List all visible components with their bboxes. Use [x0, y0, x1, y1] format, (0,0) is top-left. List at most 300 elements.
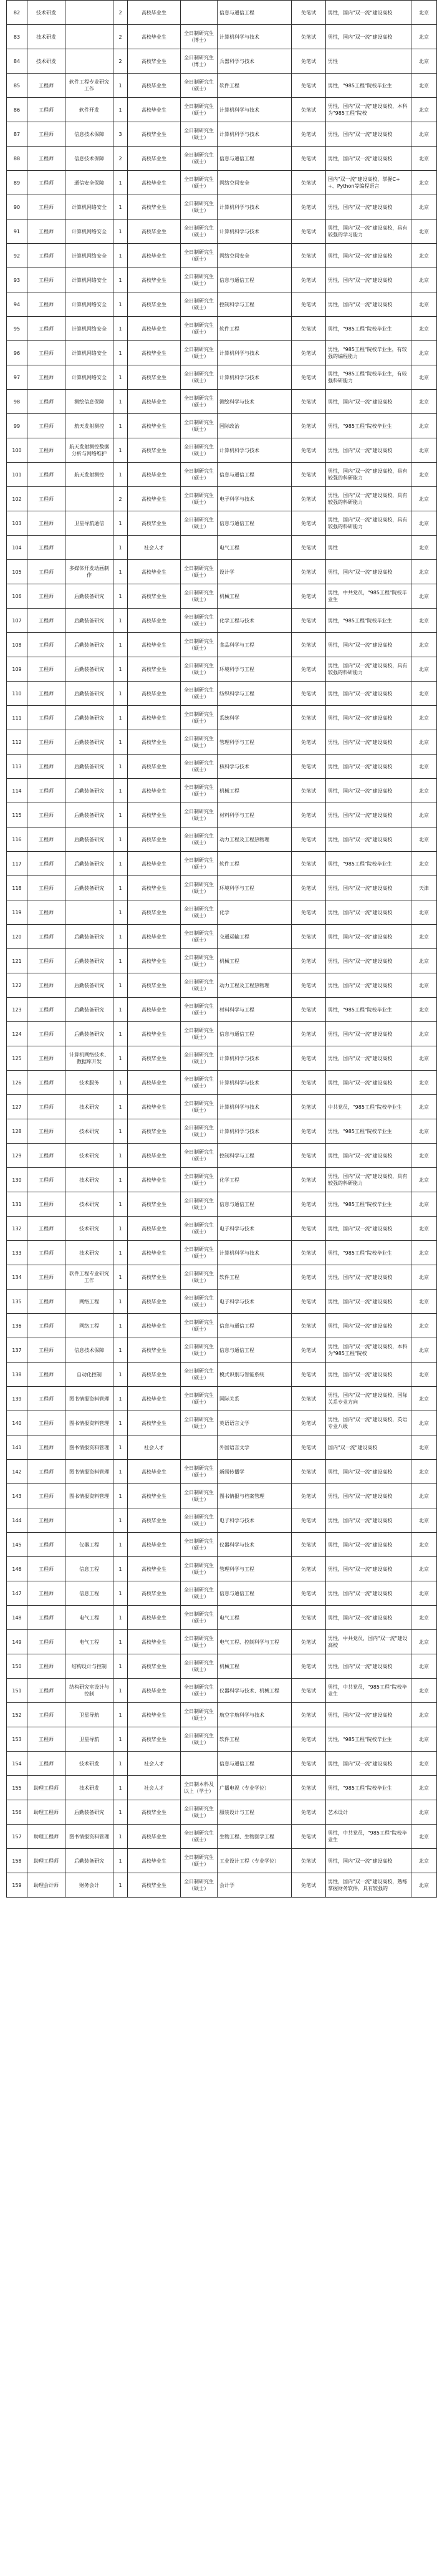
requirements-cell: 男性，"985工程"院校毕业生: [326, 1776, 411, 1800]
exam-cell: 免笔试: [292, 1435, 326, 1460]
position-cell: 工程师: [27, 1606, 65, 1630]
table-row: [7, 1825, 437, 1849]
location-cell: 北京: [411, 536, 437, 560]
table-row: [7, 268, 437, 292]
exam-cell: 免笔试: [292, 244, 326, 268]
exam-cell: 免笔试: [292, 1508, 326, 1533]
row-index-cell: 130: [7, 1168, 27, 1192]
recruit-type-cell: 高校毕业生: [128, 1533, 181, 1557]
exam-cell: 免笔试: [292, 195, 326, 219]
table-row: [7, 1703, 437, 1727]
location-cell: 北京: [411, 438, 437, 463]
headcount-cell: 1: [113, 609, 128, 633]
major-cell: 仪器科学与技术、机械工程: [218, 1679, 292, 1703]
major-cell: 工业设计工程（专业学位）: [218, 1849, 292, 1873]
table-row: [7, 171, 437, 195]
location-cell: 北京: [411, 1265, 437, 1290]
major-cell: 化学: [218, 900, 292, 925]
requirements-cell: 男性，国内"双一流"建设高校: [326, 195, 411, 219]
headcount-cell: 2: [113, 25, 128, 49]
table-row: [7, 1630, 437, 1654]
department-cell: 计算机网络技术、数据库开发: [65, 1046, 113, 1071]
table-row: [7, 341, 437, 365]
department-cell: 技术研究: [65, 1168, 113, 1192]
education-cell: 全日制研究生（硕士）: [181, 98, 218, 122]
row-index-cell: 126: [7, 1071, 27, 1095]
row-index-cell: 101: [7, 463, 27, 487]
row-index-cell: 139: [7, 1387, 27, 1411]
major-cell: 动力工程及工程热物理: [218, 827, 292, 852]
education-cell: [181, 1752, 218, 1776]
row-index-cell: 92: [7, 244, 27, 268]
education-cell: 全日制研究生（硕士）: [181, 584, 218, 609]
exam-cell: 免笔试: [292, 584, 326, 609]
position-cell: 工程师: [27, 609, 65, 633]
requirements-cell: 男性，国内"双一流"建设高校: [326, 1484, 411, 1508]
major-cell: 计算机科学与技术: [218, 1095, 292, 1119]
requirements-cell: 男性，中共党员，"985工程"院校毕业生: [326, 584, 411, 609]
table-row: [7, 195, 437, 219]
row-index-cell: 136: [7, 1314, 27, 1338]
requirements-cell: 国内"双一流"建设高校: [326, 1435, 411, 1460]
education-cell: 全日制研究生（博士）: [181, 49, 218, 74]
major-cell: 环境科学与工程: [218, 876, 292, 900]
education-cell: [181, 1435, 218, 1460]
table-row: [7, 1460, 437, 1484]
headcount-cell: 1: [113, 1484, 128, 1508]
headcount-cell: 1: [113, 463, 128, 487]
location-cell: 北京: [411, 487, 437, 511]
headcount-cell: 1: [113, 1533, 128, 1557]
exam-cell: 免笔试: [292, 1095, 326, 1119]
major-cell: 材料科学与工程: [218, 998, 292, 1022]
location-cell: 北京: [411, 998, 437, 1022]
exam-cell: 免笔试: [292, 1338, 326, 1363]
major-cell: 信息与通信工程: [218, 1581, 292, 1606]
table-row: [7, 25, 437, 49]
headcount-cell: 1: [113, 171, 128, 195]
exam-cell: 免笔试: [292, 1630, 326, 1654]
position-cell: 工程师: [27, 1071, 65, 1095]
location-cell: 北京: [411, 1776, 437, 1800]
headcount-cell: 1: [113, 536, 128, 560]
exam-cell: 免笔试: [292, 682, 326, 706]
table-row: [7, 876, 437, 900]
row-index-cell: 120: [7, 925, 27, 949]
row-index-cell: 135: [7, 1290, 27, 1314]
exam-cell: 免笔试: [292, 609, 326, 633]
education-cell: 全日制研究生（硕士）: [181, 1873, 218, 1898]
recruit-type-cell: 高校毕业生: [128, 755, 181, 779]
major-cell: 电子科学与技术: [218, 1217, 292, 1241]
education-cell: 全日制研究生（硕士）: [181, 1338, 218, 1363]
headcount-cell: 2: [113, 49, 128, 74]
recruit-type-cell: 高校毕业生: [128, 1363, 181, 1387]
location-cell: 北京: [411, 292, 437, 317]
location-cell: 北京: [411, 1071, 437, 1095]
recruit-type-cell: 高校毕业生: [128, 1022, 181, 1046]
row-index-cell: 157: [7, 1825, 27, 1849]
row-index-cell: 89: [7, 171, 27, 195]
row-index-cell: 141: [7, 1435, 27, 1460]
row-index-cell: 129: [7, 1144, 27, 1168]
position-cell: 工程师: [27, 1095, 65, 1119]
position-cell: 技术研发: [27, 1, 65, 25]
recruit-type-cell: 高校毕业生: [128, 219, 181, 244]
location-cell: 北京: [411, 1119, 437, 1144]
education-cell: 全日制研究生（硕士）: [181, 925, 218, 949]
position-cell: 工程师: [27, 463, 65, 487]
requirements-cell: 男性，国内"双一流"建设高校: [326, 925, 411, 949]
headcount-cell: 1: [113, 1873, 128, 1898]
major-cell: 材料科学与工程: [218, 803, 292, 827]
major-cell: 信息与通信工程: [218, 1192, 292, 1217]
table-row: [7, 438, 437, 463]
table-row: [7, 657, 437, 682]
requirements-cell: 男性，国内"双一流"建设高校: [326, 900, 411, 925]
table-row: [7, 1776, 437, 1800]
position-cell: 工程师: [27, 925, 65, 949]
position-cell: 工程师: [27, 390, 65, 414]
major-cell: 电子科学与技术: [218, 487, 292, 511]
department-cell: 后勤装备研究: [65, 682, 113, 706]
location-cell: 北京: [411, 657, 437, 682]
education-cell: 全日制研究生（硕士）: [181, 1022, 218, 1046]
department-cell: 后勤装备研究: [65, 852, 113, 876]
education-cell: 全日制研究生（硕士）: [181, 74, 218, 98]
location-cell: 北京: [411, 633, 437, 657]
headcount-cell: 1: [113, 1800, 128, 1825]
table-row: [7, 219, 437, 244]
row-index-cell: 158: [7, 1849, 27, 1873]
major-cell: 图书情报与档案管理: [218, 1484, 292, 1508]
exam-cell: 免笔试: [292, 536, 326, 560]
position-cell: 工程师: [27, 706, 65, 730]
exam-cell: 免笔试: [292, 292, 326, 317]
location-cell: 北京: [411, 1679, 437, 1703]
major-cell: 计算机科学与技术: [218, 1071, 292, 1095]
department-cell: 技术服务: [65, 1071, 113, 1095]
exam-cell: 免笔试: [292, 1800, 326, 1825]
row-index-cell: 108: [7, 633, 27, 657]
position-cell: 工程师: [27, 536, 65, 560]
education-cell: 全日制研究生（硕士）: [181, 755, 218, 779]
major-cell: 计算机科学与技术: [218, 219, 292, 244]
major-cell: 机械工程: [218, 1654, 292, 1679]
location-cell: 北京: [411, 74, 437, 98]
requirements-cell: 男性，"985工程"院校毕业生: [326, 74, 411, 98]
position-cell: 工程师: [27, 1217, 65, 1241]
department-cell: 技术研发: [65, 1776, 113, 1800]
department-cell: 后勤装备研究: [65, 827, 113, 852]
headcount-cell: 1: [113, 1241, 128, 1265]
requirements-cell: 艺术设计: [326, 1800, 411, 1825]
education-cell: 全日制研究生（硕士）: [181, 1314, 218, 1338]
position-cell: 工程师: [27, 779, 65, 803]
row-index-cell: 121: [7, 949, 27, 973]
position-cell: 助理会计师: [27, 1873, 65, 1898]
department-cell: 计算机网络安全: [65, 219, 113, 244]
row-index-cell: 132: [7, 1217, 27, 1241]
row-index-cell: 116: [7, 827, 27, 852]
education-cell: 全日制研究生（硕士）: [181, 317, 218, 341]
recruit-type-cell: 高校毕业生: [128, 1460, 181, 1484]
table-row: [7, 1095, 437, 1119]
requirements-cell: 中共党员，"985工程"院校毕业生: [326, 1095, 411, 1119]
department-cell: 后勤装备研究: [65, 998, 113, 1022]
requirements-cell: 男性，国内"双一流"建设高校: [326, 1071, 411, 1095]
location-cell: 北京: [411, 25, 437, 49]
education-cell: 全日制研究生（硕士）: [181, 511, 218, 536]
major-cell: 食品科学与工程: [218, 633, 292, 657]
position-cell: 工程师: [27, 1581, 65, 1606]
education-cell: 全日制研究生（硕士）: [181, 390, 218, 414]
position-cell: 工程师: [27, 98, 65, 122]
exam-cell: 免笔试: [292, 755, 326, 779]
position-cell: 工程师: [27, 1192, 65, 1217]
table-row: [7, 1265, 437, 1290]
exam-cell: 免笔试: [292, 1873, 326, 1898]
requirements-cell: 男性，国内"双一流"建设高校，具有较强的学习能力: [326, 219, 411, 244]
major-cell: 系统科学: [218, 706, 292, 730]
major-cell: 信息与通信工程: [218, 1314, 292, 1338]
headcount-cell: 1: [113, 1411, 128, 1435]
department-cell: 图书情报资料管理: [65, 1387, 113, 1411]
headcount-cell: 1: [113, 1703, 128, 1727]
recruit-type-cell: 高校毕业生: [128, 438, 181, 463]
exam-cell: 免笔试: [292, 122, 326, 147]
major-cell: 计算机科学与技术: [218, 365, 292, 390]
table-row: [7, 414, 437, 438]
requirements-cell: 男性，国内"双一流"建设高校: [326, 1217, 411, 1241]
education-cell: 全日制研究生（硕士）: [181, 219, 218, 244]
department-cell: 技术研究: [65, 1119, 113, 1144]
department-cell: 后勤装备研究: [65, 973, 113, 998]
table-row: [7, 949, 437, 973]
department-cell: [65, 536, 113, 560]
requirements-cell: 男性，"985工程"院校毕业生: [326, 998, 411, 1022]
requirements-cell: 男性，国内"双一流"建设高校，具有较强的科研能力: [326, 1168, 411, 1192]
department-cell: 软件开发: [65, 98, 113, 122]
requirements-cell: 男性，国内"双一流"建设高校: [326, 1144, 411, 1168]
table-row: [7, 1411, 437, 1435]
education-cell: 全日制研究生（硕士）: [181, 682, 218, 706]
row-index-cell: 146: [7, 1557, 27, 1581]
position-cell: 工程师: [27, 1241, 65, 1265]
row-index-cell: 85: [7, 74, 27, 98]
recruit-type-cell: 高校毕业生: [128, 171, 181, 195]
department-cell: 电气工程: [65, 1630, 113, 1654]
requirements-cell: 男性，国内"双一流"建设高校: [326, 292, 411, 317]
recruit-type-cell: 高校毕业生: [128, 1387, 181, 1411]
recruit-type-cell: 高校毕业生: [128, 998, 181, 1022]
major-cell: 软件工程: [218, 852, 292, 876]
education-cell: 全日制研究生（硕士）: [181, 973, 218, 998]
major-cell: 纺织科学与工程: [218, 682, 292, 706]
exam-cell: 免笔试: [292, 147, 326, 171]
department-cell: [65, 25, 113, 49]
table-row: [7, 1314, 437, 1338]
table-row: [7, 1046, 437, 1071]
row-index-cell: 115: [7, 803, 27, 827]
exam-cell: 免笔试: [292, 74, 326, 98]
requirements-cell: 男性，国内"双一流"建设高校，本科为"985工程"院校: [326, 98, 411, 122]
major-cell: 计算机科学与技术: [218, 341, 292, 365]
recruit-type-cell: 高校毕业生: [128, 1849, 181, 1873]
position-cell: 工程师: [27, 755, 65, 779]
row-index-cell: 150: [7, 1654, 27, 1679]
row-index-cell: 95: [7, 317, 27, 341]
department-cell: 信息技术保障: [65, 147, 113, 171]
requirements-cell: 男性，国内"双一流"建设高校: [326, 1314, 411, 1338]
table-row: [7, 49, 437, 74]
location-cell: 北京: [411, 1800, 437, 1825]
major-cell: 网络空间安全: [218, 244, 292, 268]
headcount-cell: 1: [113, 1508, 128, 1533]
exam-cell: 免笔试: [292, 511, 326, 536]
department-cell: 航天发射测控: [65, 414, 113, 438]
location-cell: 北京: [411, 171, 437, 195]
position-cell: 工程师: [27, 1022, 65, 1046]
requirements-cell: 男性，国内"双一流"建设高校: [326, 682, 411, 706]
headcount-cell: 1: [113, 74, 128, 98]
row-index-cell: 151: [7, 1679, 27, 1703]
recruit-type-cell: 高校毕业生: [128, 1873, 181, 1898]
location-cell: 北京: [411, 365, 437, 390]
location-cell: 北京: [411, 1557, 437, 1581]
table-row: [7, 1168, 437, 1192]
exam-cell: 免笔试: [292, 876, 326, 900]
position-cell: 工程师: [27, 74, 65, 98]
education-cell: 全日制研究生（硕士）: [181, 1533, 218, 1557]
location-cell: 北京: [411, 560, 437, 584]
headcount-cell: 1: [113, 1217, 128, 1241]
position-cell: 工程师: [27, 1411, 65, 1435]
department-cell: 结构设计与控制: [65, 1654, 113, 1679]
education-cell: 全日制研究生（硕士）: [181, 1411, 218, 1435]
location-cell: 北京: [411, 390, 437, 414]
row-index-cell: 145: [7, 1533, 27, 1557]
headcount-cell: 1: [113, 1654, 128, 1679]
row-index-cell: 114: [7, 779, 27, 803]
major-cell: 会计学: [218, 1873, 292, 1898]
headcount-cell: 1: [113, 706, 128, 730]
table-row: [7, 1144, 437, 1168]
education-cell: 全日制研究生（硕士）: [181, 463, 218, 487]
requirements-cell: 男性，国内"双一流"建设高校，本科为"985工程"院校: [326, 1338, 411, 1363]
headcount-cell: 1: [113, 268, 128, 292]
row-index-cell: 148: [7, 1606, 27, 1630]
exam-cell: 免笔试: [292, 973, 326, 998]
requirements-cell: 男性，国内"双一流"建设高校: [326, 122, 411, 147]
education-cell: 全日制研究生（硕士）: [181, 147, 218, 171]
department-cell: 后勤装备研究: [65, 803, 113, 827]
exam-cell: 免笔试: [292, 560, 326, 584]
department-cell: 后勤装备研究: [65, 1022, 113, 1046]
exam-cell: 免笔试: [292, 25, 326, 49]
row-index-cell: 124: [7, 1022, 27, 1046]
requirements-cell: 男性，国内"双一流"建设高校: [326, 633, 411, 657]
table-row: [7, 122, 437, 147]
row-index-cell: 84: [7, 49, 27, 74]
department-cell: [65, 900, 113, 925]
recruit-type-cell: 高校毕业生: [128, 487, 181, 511]
department-cell: 后勤装备研究: [65, 755, 113, 779]
location-cell: 北京: [411, 1703, 437, 1727]
position-cell: 工程师: [27, 1752, 65, 1776]
table-row: [7, 244, 437, 268]
exam-cell: 免笔试: [292, 1046, 326, 1071]
location-cell: 北京: [411, 122, 437, 147]
headcount-cell: 1: [113, 730, 128, 755]
department-cell: 自动化控制: [65, 1363, 113, 1387]
recruit-type-cell: 高校毕业生: [128, 1557, 181, 1581]
major-cell: 信息与通信工程: [218, 511, 292, 536]
requirements-cell: 国内"双一流"建设高校，掌握C++、Python等编程语言: [326, 171, 411, 195]
table-row: [7, 1290, 437, 1314]
recruit-type-cell: 高校毕业生: [128, 1800, 181, 1825]
location-cell: 北京: [411, 195, 437, 219]
headcount-cell: 1: [113, 755, 128, 779]
education-cell: 全日制研究生（硕士）: [181, 730, 218, 755]
requirements-cell: 男性，国内"双一流"建设高校: [326, 1046, 411, 1071]
position-cell: 助理工程师: [27, 1800, 65, 1825]
headcount-cell: 1: [113, 1630, 128, 1654]
requirements-cell: 男性，国内"双一流"建设高校: [326, 1654, 411, 1679]
table-row: [7, 1192, 437, 1217]
row-index-cell: 143: [7, 1484, 27, 1508]
education-cell: [181, 536, 218, 560]
requirements-cell: 男性，"985工程"院校毕业生: [326, 1192, 411, 1217]
requirements-cell: 男性，国内"双一流"建设高校: [326, 147, 411, 171]
table-row: [7, 925, 437, 949]
headcount-cell: 1: [113, 1460, 128, 1484]
recruit-type-cell: 高校毕业生: [128, 973, 181, 998]
position-cell: 工程师: [27, 414, 65, 438]
requirements-cell: 男性，国内"双一流"建设高校: [326, 1533, 411, 1557]
education-cell: 全日制研究生（硕士）: [181, 1800, 218, 1825]
exam-cell: 免笔试: [292, 1727, 326, 1752]
recruit-type-cell: 高校毕业生: [128, 1095, 181, 1119]
location-cell: 北京: [411, 1217, 437, 1241]
major-cell: 航空宇航科学与技术: [218, 1703, 292, 1727]
exam-cell: 免笔试: [292, 803, 326, 827]
location-cell: 北京: [411, 1095, 437, 1119]
location-cell: 北京: [411, 682, 437, 706]
education-cell: 全日制研究生（硕士）: [181, 1290, 218, 1314]
headcount-cell: 1: [113, 1849, 128, 1873]
major-cell: 软件工程: [218, 1265, 292, 1290]
recruit-type-cell: 高校毕业生: [128, 1484, 181, 1508]
location-cell: 北京: [411, 1484, 437, 1508]
exam-cell: 免笔试: [292, 998, 326, 1022]
department-cell: 计算机网络安全: [65, 292, 113, 317]
exam-cell: 免笔试: [292, 317, 326, 341]
education-cell: 全日制研究生（硕士）: [181, 1630, 218, 1654]
major-cell: 设计学: [218, 560, 292, 584]
location-cell: 北京: [411, 1752, 437, 1776]
education-cell: 全日制研究生（硕士）: [181, 1168, 218, 1192]
position-cell: 工程师: [27, 1727, 65, 1752]
exam-cell: 免笔试: [292, 1241, 326, 1265]
headcount-cell: 1: [113, 438, 128, 463]
education-cell: 全日制研究生（硕士）: [181, 122, 218, 147]
recruit-type-cell: 高校毕业生: [128, 1314, 181, 1338]
exam-cell: 免笔试: [292, 706, 326, 730]
location-cell: 北京: [411, 706, 437, 730]
location-cell: 北京: [411, 730, 437, 755]
headcount-cell: 1: [113, 803, 128, 827]
